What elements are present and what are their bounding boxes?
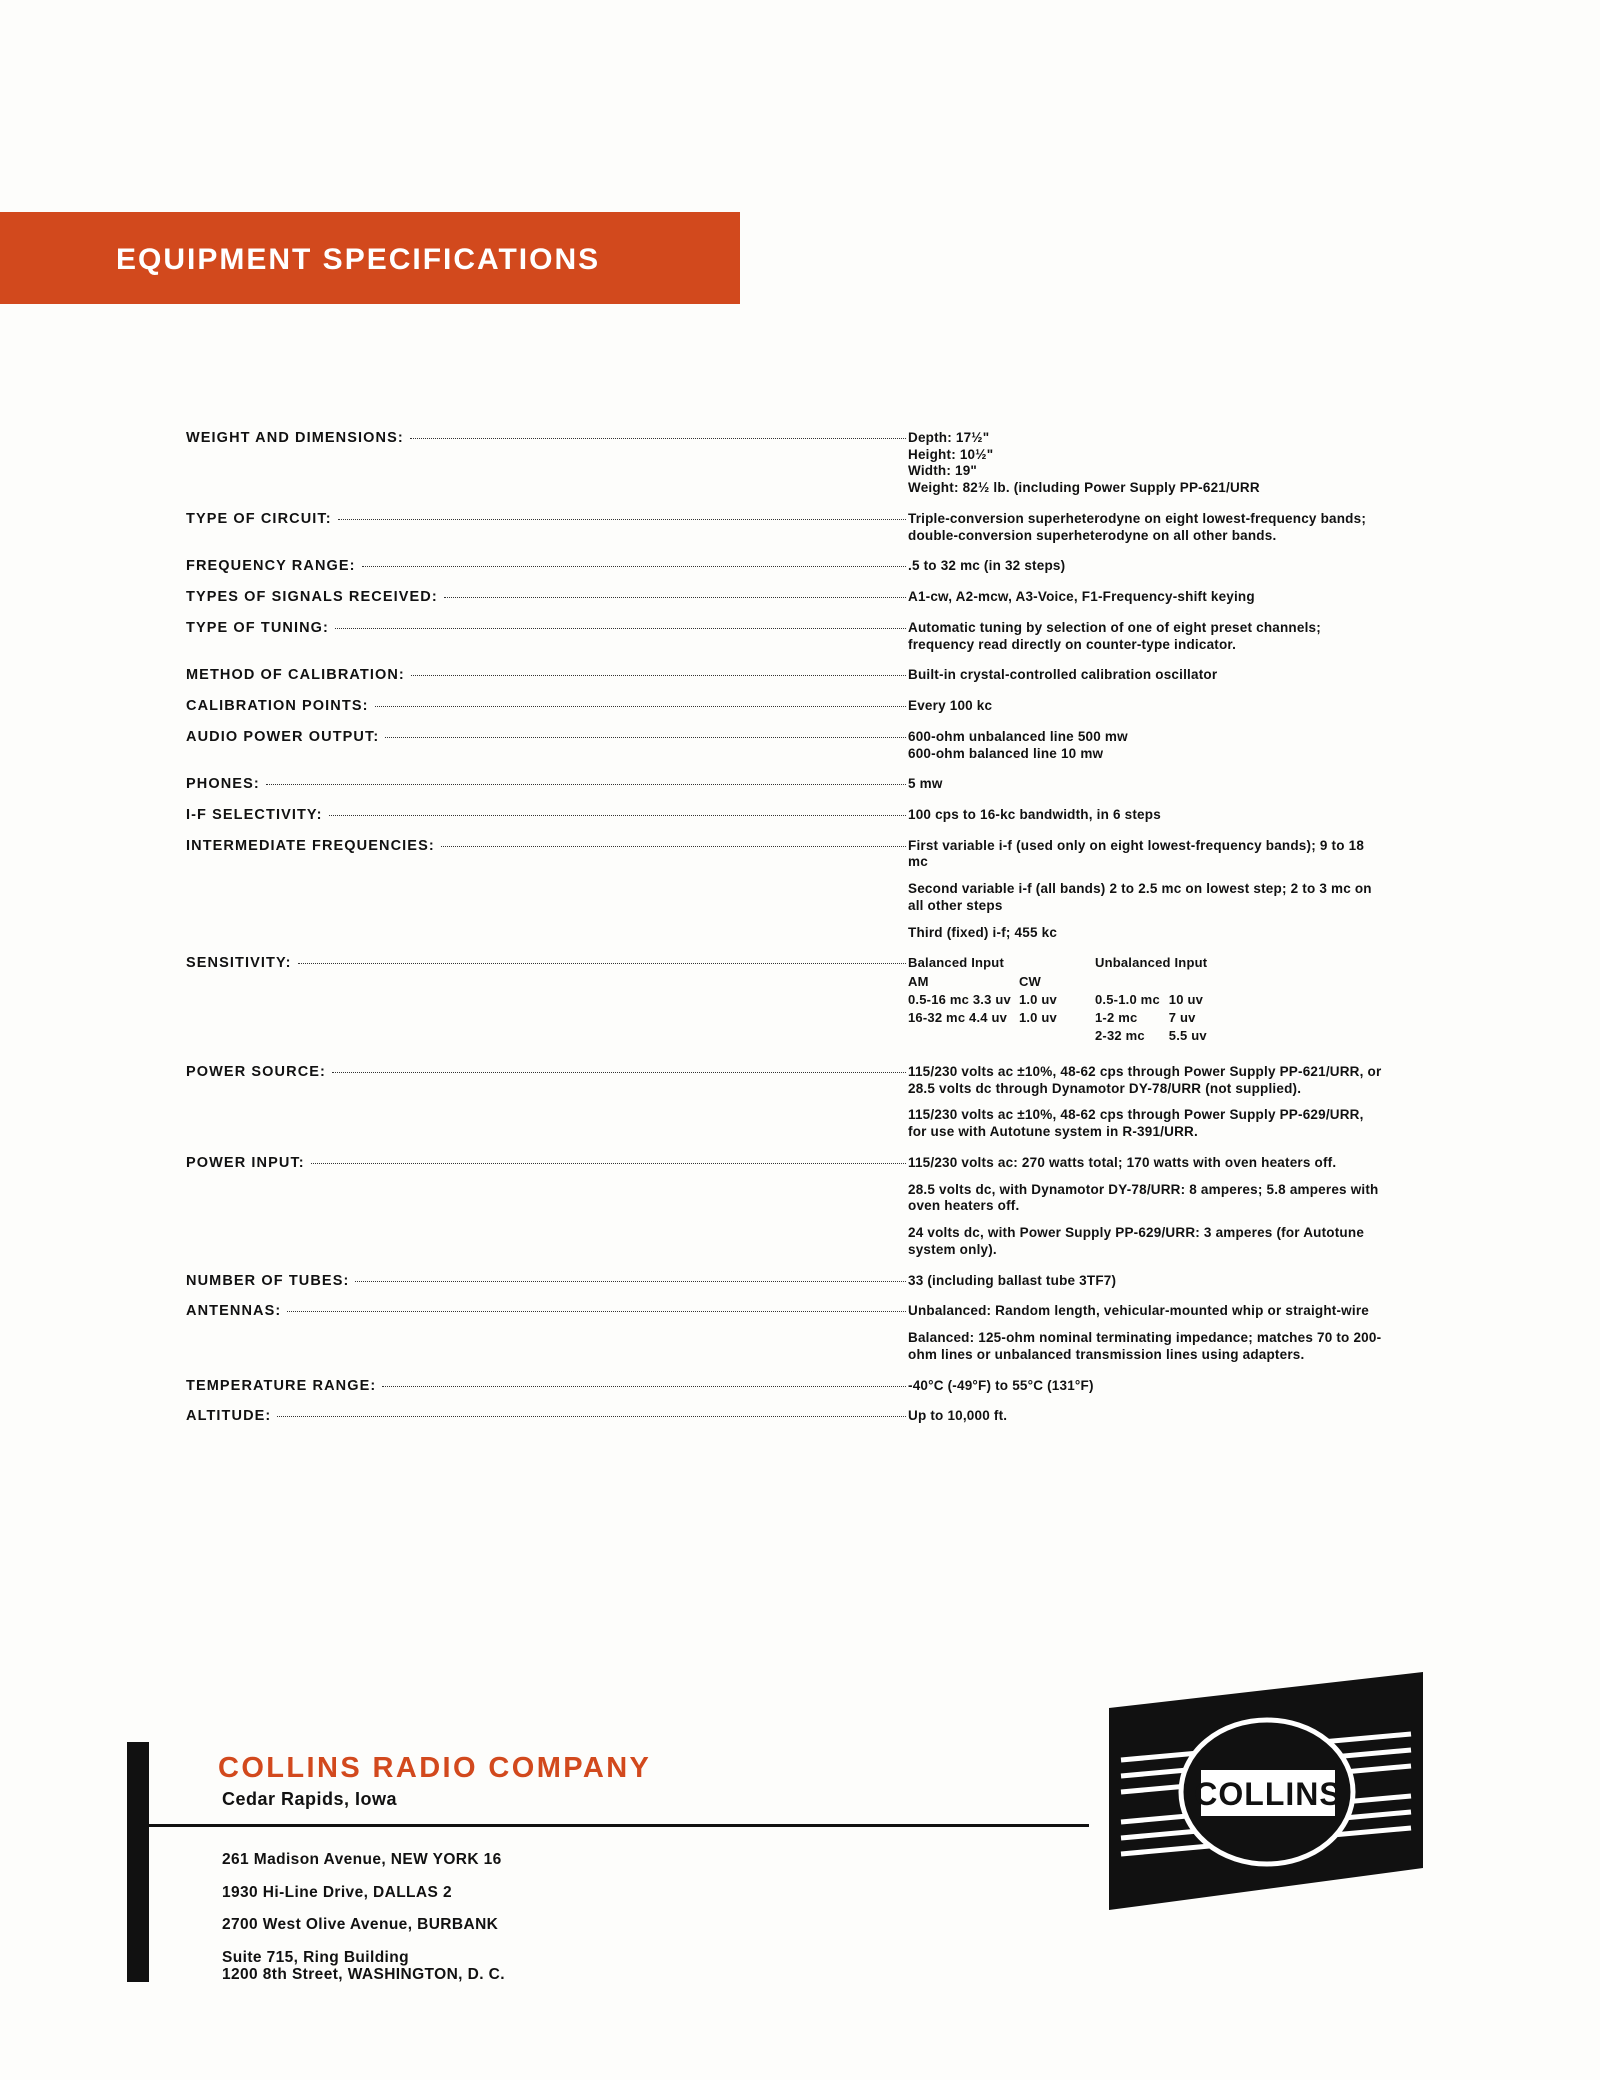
table-cell: 0.5-16 mc 3.3 uv	[908, 991, 1011, 1007]
spec-label: PHONES:	[186, 776, 260, 793]
spec-row	[186, 430, 1386, 497]
spec-label: ALTITUDE:	[186, 1408, 272, 1425]
spec-value	[906, 1064, 1386, 1141]
spec-value-line: Automatic tuning by selection of one of eight preset channels; frequency read directly on counter-type indicator.	[908, 619, 1321, 652]
company-name: COLLINS RADIO COMPANY	[218, 1752, 652, 1784]
sensitivity-sub-header	[1065, 974, 1169, 992]
spec-value-line: -40°C (-49°F) to 55°C (131°F)	[908, 1377, 1094, 1393]
spec-row	[186, 1378, 1386, 1395]
spec-value-line: 5 mw	[908, 776, 943, 792]
spec-value	[906, 511, 1386, 544]
spec-value-line: 24 volts dc, with Power Supply PP-629/URR: 3 amperes (for Autotune system only).	[908, 1225, 1365, 1257]
address-list	[222, 1852, 505, 2000]
spec-label: INTERMEDIATE FREQUENCIES:	[186, 837, 435, 854]
spec-value-line: 100 cps to 16-kc bandwidth, in 6 steps	[908, 807, 1161, 823]
spec-value-line: 28.5 volts dc, with Dynamotor DY-78/URR: 8 amperes; 5.8 amperes with oven heaters off.	[908, 1181, 1379, 1214]
table-row	[908, 1010, 1215, 1028]
spec-label: POWER SOURCE:	[186, 1063, 326, 1080]
spec-row	[186, 667, 1386, 684]
spec-label: I-F SELECTIVITY:	[186, 807, 323, 824]
logo-text: COLLINS	[1194, 1776, 1342, 1812]
spec-label-wrap	[186, 776, 906, 792]
spec-label: ANTENNAS:	[186, 1303, 282, 1320]
leader-dots	[338, 511, 906, 520]
leader-dots	[332, 1064, 906, 1073]
spec-row-sensitivity	[186, 955, 1386, 1046]
spec-value-line: 600-ohm unbalanced line 500 mw	[908, 728, 1128, 744]
spec-value	[906, 838, 1386, 942]
spec-label-wrap	[186, 698, 906, 714]
leader-dots	[311, 1155, 906, 1164]
page-title: EQUIPMENT SPECIFICATIONS	[116, 243, 601, 276]
spec-label: NUMBER OF TUBES:	[186, 1272, 350, 1289]
spec-value-line: 115/230 volts ac ±10%, 48-62 cps through Power Supply PP-629/URR, for use with Autotune system in R-391/URR.	[908, 1107, 1364, 1140]
spec-value-line: Unbalanced: Random length, vehicular-mounted whip or straight-wire	[908, 1303, 1369, 1319]
spec-label: WEIGHT AND DIMENSIONS:	[186, 430, 404, 446]
spec-label-wrap	[186, 1155, 906, 1171]
spec-label-wrap	[186, 955, 906, 971]
spec-label-wrap	[186, 558, 906, 574]
spec-label-wrap	[186, 430, 906, 446]
spec-row	[186, 729, 1386, 762]
spec-label-wrap	[186, 1303, 906, 1319]
table-cell: 2-32 mc	[1095, 1027, 1145, 1043]
spec-label-wrap	[186, 1064, 906, 1080]
list-item: 2700 West Olive Avenue, BURBANK	[222, 1916, 499, 1933]
table-row	[908, 1028, 1215, 1046]
spec-value-line: 33 (including ballast tube 3TF7)	[908, 1272, 1117, 1288]
spec-value-line: 115/230 volts ac ±10%, 48-62 cps through Power Supply PP-621/URR, or 28.5 volts dc through Dynamotor DY-78/URR (not supplied).	[908, 1063, 1382, 1096]
leader-dots	[362, 558, 906, 567]
spec-value	[906, 698, 1386, 715]
leader-dots	[298, 955, 906, 964]
spec-value-line: Width: 19"	[908, 463, 978, 479]
spec-value-line: Depth: 17½"	[908, 430, 990, 445]
leader-dots	[441, 838, 906, 847]
spec-label-wrap	[186, 807, 906, 823]
spec-label-wrap	[186, 511, 906, 527]
spec-value-line: 600-ohm balanced line 10 mw	[908, 745, 1104, 761]
spec-row	[186, 1064, 1386, 1141]
table-cell: 1-2 mc	[1095, 1009, 1138, 1025]
spec-label: AUDIO POWER OUTPUT:	[186, 728, 380, 745]
sensitivity-group-header: Unbalanced Input	[1095, 955, 1208, 971]
spec-row	[186, 511, 1386, 544]
list-item: 261 Madison Avenue, NEW YORK 16	[222, 1851, 502, 1868]
leader-dots	[287, 1303, 906, 1312]
specifications-table	[186, 430, 1386, 1439]
table-cell: 0.5-1.0 mc	[1095, 991, 1160, 1007]
spec-label-wrap	[186, 589, 906, 605]
spec-row	[186, 807, 1386, 824]
spec-label-wrap	[186, 667, 906, 683]
spec-value	[906, 955, 1386, 1046]
table-cell: 7 uv	[1168, 1009, 1196, 1025]
leader-dots	[355, 1273, 906, 1282]
spec-row	[186, 698, 1386, 715]
spec-value	[906, 807, 1386, 824]
spec-value-line: .5 to 32 mc (in 32 steps)	[908, 558, 1066, 574]
leader-dots	[335, 620, 906, 629]
spec-value	[906, 729, 1386, 762]
spec-label: CALIBRATION POINTS:	[186, 698, 369, 715]
table-cell: 1.0 uv	[1018, 1009, 1057, 1025]
spec-label-wrap	[186, 1378, 906, 1394]
spec-label: TYPE OF TUNING:	[186, 619, 329, 636]
spec-row	[186, 776, 1386, 793]
collins-logo	[1105, 1672, 1435, 1947]
spec-value	[906, 430, 1386, 497]
list-item: Suite 715, Ring Building	[222, 1948, 410, 1966]
spec-value	[906, 589, 1386, 606]
sensitivity-table	[908, 955, 1215, 1046]
table-cell	[908, 1028, 1019, 1046]
table-cell: 5.5 uv	[1168, 1027, 1207, 1043]
footer-accent-bar	[127, 1742, 149, 1982]
leader-dots	[375, 698, 906, 707]
spec-row	[186, 620, 1386, 653]
spec-value	[906, 667, 1386, 684]
table-cell: 16-32 mc 4.4 uv	[908, 1009, 1008, 1025]
spec-label: METHOD OF CALIBRATION:	[186, 667, 405, 684]
spec-value-line: 115/230 volts ac: 270 watts total; 170 watts with oven heaters off.	[908, 1154, 1337, 1170]
spec-row	[186, 1155, 1386, 1259]
spec-value-line: Balanced: 125-ohm nominal terminating impedance; matches 70 to 200-ohm lines or unbalanced transmission lines using adapters.	[908, 1330, 1382, 1362]
table-row	[908, 974, 1215, 992]
spec-row	[186, 1303, 1386, 1363]
footer-divider	[149, 1824, 1089, 1827]
spec-value	[906, 1303, 1386, 1363]
table-cell	[1019, 1028, 1065, 1046]
sensitivity-sub-header: CW	[1018, 973, 1041, 989]
spec-value-line: Height: 10½"	[908, 446, 994, 462]
leader-dots	[266, 776, 906, 785]
list-item: 1930 Hi-Line Drive, DALLAS 2	[222, 1883, 452, 1901]
spec-label: TEMPERATURE RANGE:	[186, 1377, 377, 1394]
table-cell: 1.0 uv	[1018, 991, 1057, 1007]
company-city: Cedar Rapids, Iowa	[222, 1789, 398, 1809]
spec-label: FREQUENCY RANGE:	[186, 558, 356, 575]
sensitivity-sub-header	[1169, 974, 1215, 992]
spec-value-line: First variable i-f (used only on eight lowest-frequency bands); 9 to 18 mc	[908, 837, 1365, 870]
spec-label: POWER INPUT:	[186, 1154, 305, 1171]
sensitivity-group-header: Balanced Input	[908, 955, 1004, 971]
spec-row	[186, 838, 1386, 942]
leader-dots	[385, 729, 906, 738]
spec-row	[186, 1408, 1386, 1425]
spec-value-line: A1-cw, A2-mcw, A3-Voice, F1-Frequency-shift keying	[908, 589, 1255, 605]
spec-value-line: Second variable i-f (all bands) 2 to 2.5 mc on lowest step; 2 to 3 mc on all other steps	[908, 881, 1372, 913]
spec-value-line: Every 100 kc	[908, 698, 993, 714]
leader-dots	[277, 1408, 906, 1417]
spec-label-wrap	[186, 1408, 906, 1424]
spec-value-line: Third (fixed) i-f; 455 kc	[908, 924, 1058, 940]
spec-value	[906, 1378, 1386, 1395]
spec-label-wrap	[186, 1273, 906, 1289]
spec-value	[906, 1408, 1386, 1425]
leader-dots	[444, 589, 906, 598]
spec-value-line: Weight: 82½ lb. (including Power Supply PP-621/URR	[908, 480, 1260, 496]
spec-value	[906, 776, 1386, 793]
spec-row	[186, 558, 1386, 575]
spec-row	[186, 1273, 1386, 1290]
table-row	[908, 955, 1215, 973]
spec-value-line: Triple-conversion superheterodyne on eight lowest-frequency bands; double-conversion superheterodyne on all other bands.	[908, 510, 1367, 543]
table-row	[908, 992, 1215, 1010]
spec-value-line: Up to 10,000 ft.	[908, 1408, 1008, 1424]
spec-label-wrap	[186, 729, 906, 745]
leader-dots	[410, 430, 906, 439]
leader-dots	[329, 807, 906, 816]
spec-label-wrap	[186, 838, 906, 854]
collins-logo-icon	[1105, 1672, 1435, 1947]
spec-value	[906, 558, 1386, 575]
sensitivity-sub-header: AM	[908, 973, 929, 989]
spec-value-line: Built-in crystal-controlled calibration oscillator	[908, 667, 1218, 683]
leader-dots	[382, 1378, 906, 1387]
spec-label: TYPE OF CIRCUIT:	[186, 510, 332, 527]
list-item: 1200 8th Street, WASHINGTON, D. C.	[222, 1966, 505, 1983]
spec-value	[906, 1155, 1386, 1259]
spec-row	[186, 589, 1386, 606]
leader-dots	[411, 667, 906, 676]
spec-value	[906, 1273, 1386, 1290]
spec-label: SENSITIVITY:	[186, 955, 292, 972]
table-cell: 10 uv	[1168, 991, 1204, 1007]
spec-label: TYPES OF SIGNALS RECEIVED:	[186, 589, 438, 606]
spec-label-wrap	[186, 620, 906, 636]
spec-value	[906, 620, 1386, 653]
